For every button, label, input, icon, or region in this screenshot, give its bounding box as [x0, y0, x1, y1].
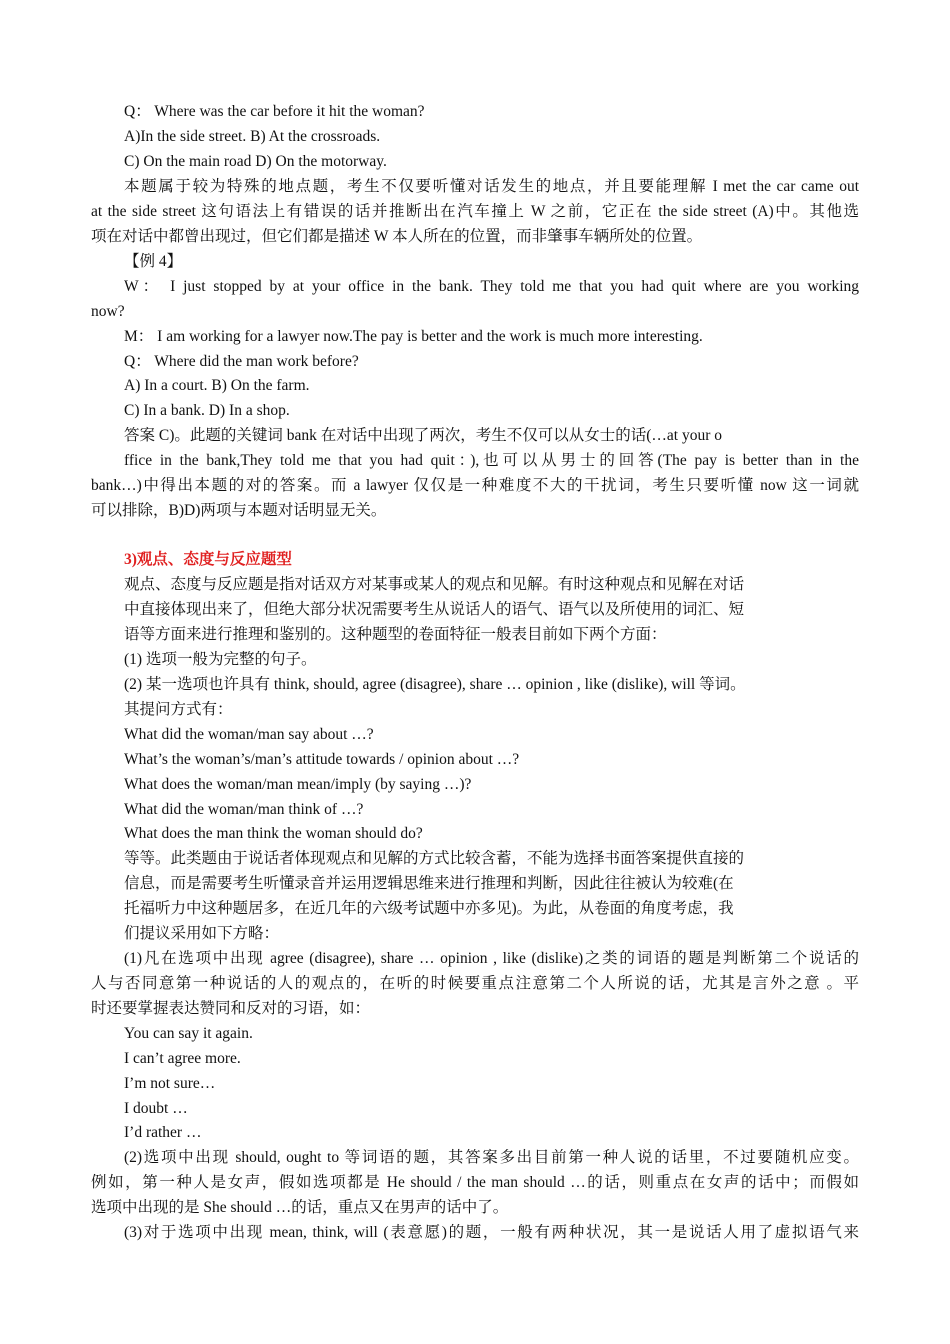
- paragraph-line: 选项中出现的是 She should …的话，重点又在男声的话中了。: [91, 1199, 509, 1216]
- answer-line: 可以排除，B)D)两项与本题对话明显无关。: [91, 502, 387, 519]
- paragraph-line: 观点、态度与反应题是指对话双方对某事或某人的观点和见解。有时这种观点和见解在对话: [124, 576, 745, 593]
- paragraph-line: (2)选项中出现 should, ought to 等词语的题，其答案多出目前第一种人说的话里，不过要随机应变。: [124, 1149, 859, 1166]
- answer-line: ffice in the bank,They told me that you had quit：),也可以从男士的回答(The pay is better than in the: [124, 452, 859, 469]
- dialogue-line: W： I just stopped by at your office in the bank. They told me that you had quit where are you working: [124, 278, 859, 295]
- answer-line: bank…)中得出本题的对的答案。而 a lawyer 仅仅是一种难度不大的干扰词，考生只要听懂 now 这一词就: [91, 477, 859, 494]
- paragraph-line: (3)对于选项中出现 mean, think, will (表意愿)的题，一般有两种状况，其一是说话人用了虚拟语气来: [124, 1224, 859, 1241]
- options-line: C) In a bank. D) In a shop.: [124, 402, 290, 419]
- phrase-example: I’m not sure…: [124, 1075, 216, 1092]
- list-item: (2) 某一选项也许具有 think, should, agree (disagree), share … opinion , like (dislike), will 等词。: [124, 676, 746, 693]
- paragraph-line: at the side street 这句语法上有错误的话并推断出在汽车撞上 W 之前，它正在 the side street (A)中。其他选: [91, 203, 859, 220]
- answer-line: 答案 C)。此题的关键词 bank 在对话中出现了两次，考生不仅可以从女士的话(…at your o: [124, 427, 723, 444]
- phrase-example: You can say it again.: [124, 1025, 253, 1042]
- phrase-example: I can’t agree more.: [124, 1050, 241, 1067]
- question-example: What does the man think the woman should do?: [124, 825, 423, 842]
- dialogue-line: M： I am working for a lawyer now.The pay is better and the work is much more interesting.: [124, 328, 703, 345]
- paragraph-line: 等等。此类题由于说话者体现观点和见解的方式比较含蓄，不能为选择书面答案提供直接的: [124, 850, 745, 867]
- dialogue-line: now?: [91, 303, 125, 320]
- list-item: (1) 选项一般为完整的句子。: [124, 651, 317, 668]
- phrase-example: I doubt …: [124, 1100, 188, 1117]
- paragraph-line: 人与否同意第一种说话的人的观点的，在听的时候要重点注意第二个人所说的话，尤其是言外之意 。平: [91, 975, 859, 992]
- question-line: Q： Where did the man work before?: [124, 353, 359, 370]
- paragraph-line: 托福听力中这种题居多，在近几年的六级考试题中亦多见)。为此，从卷面的角度考虑，我: [124, 900, 734, 917]
- question-example: What did the woman/man think of …?: [124, 801, 364, 818]
- question-line: Q： Where was the car before it hit the woman?: [124, 103, 425, 120]
- paragraph-line: 本题属于较为特殊的地点题，考生不仅要听懂对话发生的地点，并且要能理解 I met the car came out: [124, 178, 859, 195]
- options-line: C) On the main road D) On the motorway.: [124, 153, 387, 170]
- paragraph-line: (1)凡在选项中出现 agree (disagree), share … opinion , like (dislike)之类的词语的题是判断第二个说话的: [124, 950, 859, 967]
- question-example: What did the woman/man say about …?: [124, 726, 374, 743]
- section-heading: 3)观点、态度与反应题型: [124, 551, 292, 568]
- question-example: What’s the woman’s/man’s attitude towards / opinion about …?: [124, 751, 520, 768]
- question-example: What does the woman/man mean/imply (by saying …)?: [124, 776, 472, 793]
- phrase-example: I’d rather …: [124, 1124, 202, 1141]
- paragraph-line: 项在对话中都曾出现过，但它们都是描述 W 本人所在的位置，而非肇事车辆所处的位置。: [91, 228, 703, 245]
- paragraph-line: 语等方面来进行推理和鉴别的。这种题型的卷面特征一般表目前如下两个方面：: [124, 626, 667, 643]
- paragraph-line: 例如，第一种人是女声，假如选项都是 He should / the man should …的话，则重点在女声的话中；而假如: [91, 1174, 859, 1191]
- paragraph-line: 们提议采用如下方略：: [124, 925, 280, 942]
- example-heading: 【例 4】: [124, 253, 183, 270]
- paragraph-line: 时还要掌握表达赞同和反对的习语，如：: [91, 1000, 371, 1017]
- paragraph-line: 其提问方式有：: [124, 701, 233, 718]
- options-line: A) In a court. B) On the farm.: [124, 377, 310, 394]
- paragraph-line: 中直接体现出来了，但绝大部分状况需要考生从说话人的语气、语气以及所使用的词汇、短: [124, 601, 745, 618]
- options-line: A)In the side street. B) At the crossroads.: [124, 128, 381, 145]
- paragraph-line: 信息，而是需要考生听懂录音并运用逻辑思维来进行推理和判断，因此往往被认为较难(在: [124, 875, 734, 892]
